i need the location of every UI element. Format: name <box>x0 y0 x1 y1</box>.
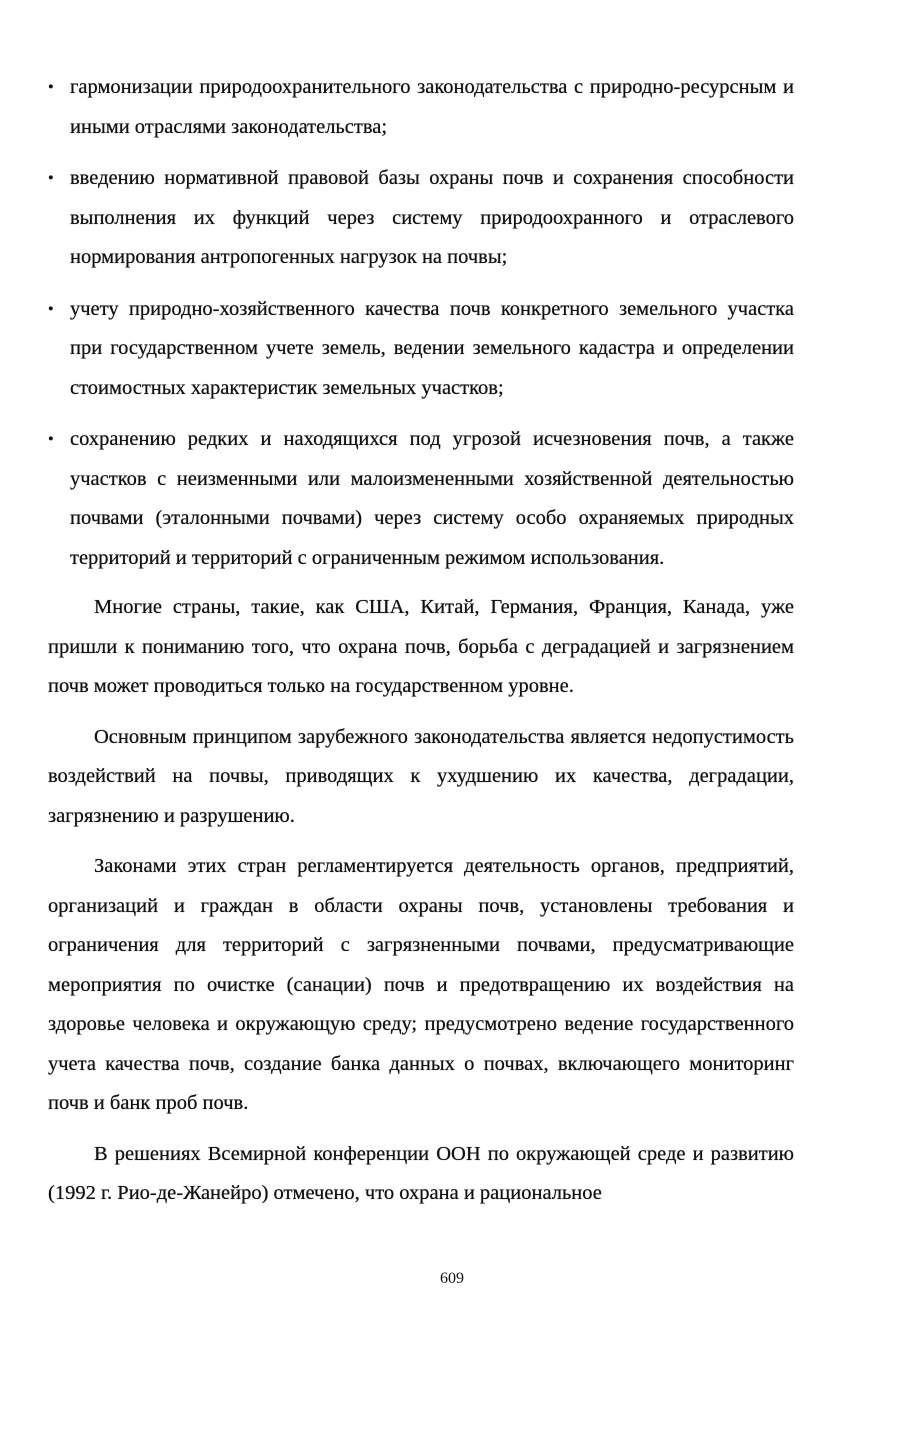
bullet-text: гармонизации природоохранительного законодательства с природно-ресурсным и иными отраслями законодательства; <box>70 76 794 138</box>
paragraph-principle: Основным принципом зарубежного законодательства является недопустимость воздействий на почвы, приводящих к ухудшению их качества, деградации, загрязнению и разрушению. <box>48 725 794 827</box>
bullet-item <box>48 420 794 578</box>
bullet-icon: • <box>48 300 54 318</box>
paragraph-countries: Многие страны, такие, как США, Китай, Германия, Франция, Канада, уже пришли к пониманию того, что охрана почв, борьба с деградацией и загрязнением почв может проводиться только на государственном уровне. <box>48 596 794 697</box>
bullet-icon: • <box>48 170 54 187</box>
bullet-icon: • <box>48 79 54 96</box>
page-number: 609 <box>440 1270 464 1287</box>
bullet-item <box>48 159 794 278</box>
bullet-icon: • <box>48 431 54 448</box>
bullet-item <box>48 68 794 147</box>
document-page <box>48 68 794 1225</box>
paragraph-laws: Законами этих стран регламентируется деятельность органов, предприятий, организаций и граждан в области охраны почв, установлены требования и ограничения для территорий с загрязненными почвами, предусматривающие мероприятия по очистке (санации) почв и предотвращению их воздействия на здоровье человека и окружающую среду; предусмотрено ведение государственного учета качества почв, создание банка данных о почвах, включающего мониторинг почв и банк проб почв. <box>48 855 794 1114</box>
bullet-item <box>48 290 794 409</box>
bullet-list <box>48 68 794 578</box>
bullet-text: сохранению редких и находящихся под угрозой исчезновения почв, а также участков с неизменными или малоизмененными хозяйственной деятельностью почвами (эталонными почвами) через систему особо охраняемых природных территорий и территорий с ограниченным режимом использования. <box>70 428 794 569</box>
paragraph-un-conference: В решениях Всемирной конференции ООН по окружающей среде и развитию (1992 г. Рио-де-Жанейро) отмечено, что охрана и рациональное <box>48 1142 794 1204</box>
bullet-text: введению нормативной правовой базы охраны почв и сохранения способности выполнения их функций через систему природоохранного и отраслевого нормирования антропогенных нагрузок на почвы; <box>70 167 794 268</box>
bullet-text: учету природно-хозяйственного качества почв конкретного земельного участка при государственном учете земель, ведении земельного кадастра и определении стоимостных характеристик земельных участков; <box>70 297 794 399</box>
